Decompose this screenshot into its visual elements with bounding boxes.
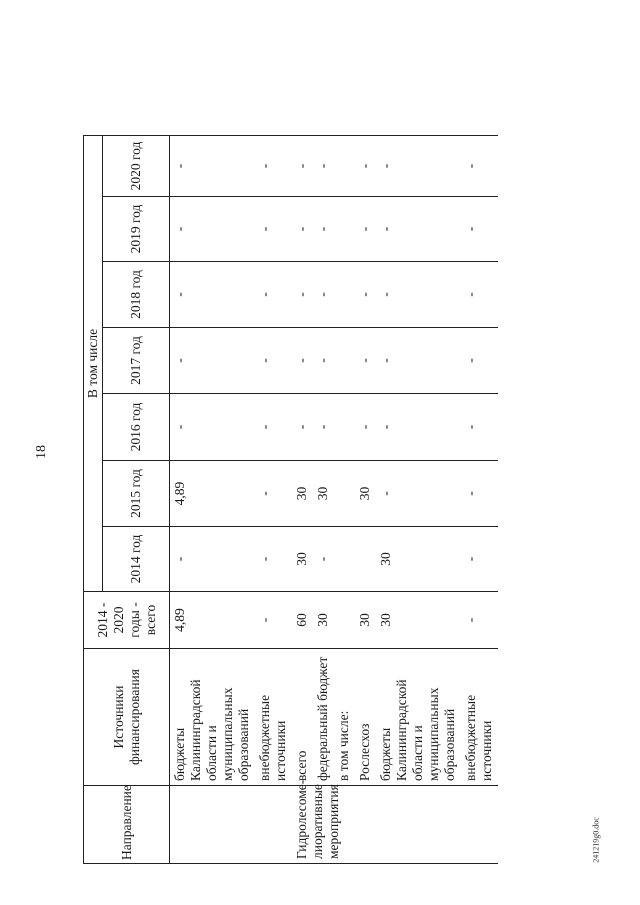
year-value-cell: 30 (376, 527, 461, 592)
header-year: 2020 год (103, 135, 170, 196)
year-value-cell: - (313, 262, 334, 328)
year-value-cell (334, 461, 355, 527)
year-value-cell: - (461, 394, 498, 461)
year-value-cell: - (255, 135, 292, 196)
year-value-cell (334, 135, 355, 196)
table-row (376, 135, 461, 863)
year-value-cell: - (255, 197, 292, 262)
year-value-cell: - (376, 135, 461, 196)
source-cell: бюджеты Калининградской области и муниципальных образований (170, 649, 256, 786)
year-value-cell: - (355, 394, 376, 461)
table-header-row (84, 135, 103, 863)
year-value-cell (334, 262, 355, 328)
table-row (170, 135, 256, 863)
year-value-cell (355, 527, 376, 592)
source-cell: бюджеты Калининградской области и муниципальных образований (376, 649, 461, 786)
year-value-cell: - (170, 197, 256, 262)
year-value-cell: 30 (292, 461, 313, 527)
total-value-cell: - (461, 592, 498, 649)
year-value-cell: - (461, 197, 498, 262)
source-cell: внебюджетные источники (255, 649, 292, 786)
year-value-cell: - (255, 527, 292, 592)
year-value-cell: - (292, 197, 313, 262)
source-cell: всего (292, 649, 313, 786)
table-row (461, 135, 498, 863)
year-value-cell: - (292, 394, 313, 461)
year-value-cell: - (255, 262, 292, 328)
year-value-cell (334, 328, 355, 394)
header-year: 2017 год (103, 328, 170, 394)
source-cell: федеральный бюджет (313, 649, 334, 786)
header-in-that-number: В том числе (84, 135, 103, 591)
year-value-cell: - (461, 262, 498, 328)
source-cell: в том числе: (334, 649, 355, 786)
year-value-cell: - (313, 328, 334, 394)
total-value-cell: 30 (376, 592, 461, 649)
year-value-cell: - (376, 262, 461, 328)
year-value-cell: - (313, 527, 334, 592)
table-row (355, 135, 376, 863)
year-value-cell: 30 (355, 461, 376, 527)
year-value-cell: - (313, 197, 334, 262)
year-value-cell: 30 (292, 527, 313, 592)
total-value-cell (334, 592, 355, 649)
page-number: 18 (34, 445, 49, 459)
year-value-cell: - (170, 527, 256, 592)
year-value-cell: - (461, 135, 498, 196)
header-year: 2018 год (103, 262, 170, 328)
direction-cell (255, 786, 292, 864)
total-value-cell: - (255, 592, 292, 649)
year-value-cell (334, 527, 355, 592)
source-cell: Рослесхоз (355, 649, 376, 786)
direction-cell: Гидролесоме- лиоративные мероприятия (292, 786, 498, 864)
header-year: 2019 год (103, 197, 170, 262)
year-value-cell: - (292, 328, 313, 394)
year-value-cell: - (376, 461, 461, 527)
header-year: 2015 год (103, 461, 170, 527)
year-value-cell (334, 394, 355, 461)
year-value-cell: - (355, 328, 376, 394)
year-value-cell: - (461, 527, 498, 592)
financing-table (83, 135, 498, 864)
header-year: 2016 год (103, 394, 170, 461)
year-value-cell: - (355, 135, 376, 196)
year-value-cell (334, 197, 355, 262)
year-value-cell: - (376, 197, 461, 262)
year-value-cell: - (292, 135, 313, 196)
source-cell: внебюджетные источники (461, 649, 498, 786)
year-value-cell: - (170, 262, 256, 328)
year-value-cell: - (355, 197, 376, 262)
header-year: 2014 год (103, 527, 170, 592)
year-value-cell: - (313, 135, 334, 196)
total-value-cell: 30 (313, 592, 334, 649)
table-row (334, 135, 355, 863)
year-value-cell: - (355, 262, 376, 328)
direction-cell (170, 786, 256, 864)
header-sources: Источники финансирования (84, 649, 170, 786)
year-value-cell: - (255, 328, 292, 394)
year-value-cell: - (255, 461, 292, 527)
table-row (255, 135, 292, 863)
year-value-cell: - (376, 328, 461, 394)
year-value-cell: - (376, 394, 461, 461)
year-value-cell: - (461, 461, 498, 527)
total-value-cell: 30 (355, 592, 376, 649)
header-direction: Направление (84, 786, 170, 864)
year-value-cell: 30 (313, 461, 334, 527)
year-value-cell: - (255, 394, 292, 461)
header-total: 2014 - 2020 годы - всего (84, 592, 170, 649)
year-value-cell: - (313, 394, 334, 461)
year-value-cell: - (170, 135, 256, 196)
year-value-cell: - (461, 328, 498, 394)
total-value-cell: 4,89 (170, 592, 256, 649)
rotated-table-container (83, 136, 549, 864)
document-filename: 241219g0.doc (591, 817, 601, 863)
year-value-cell: - (170, 328, 256, 394)
year-value-cell: - (292, 262, 313, 328)
year-value-cell: - (170, 394, 256, 461)
table-body (170, 135, 499, 863)
year-value-cell: 4,89 (170, 461, 256, 527)
table-row (292, 135, 313, 863)
total-value-cell: 60 (292, 592, 313, 649)
table-row (313, 135, 334, 863)
